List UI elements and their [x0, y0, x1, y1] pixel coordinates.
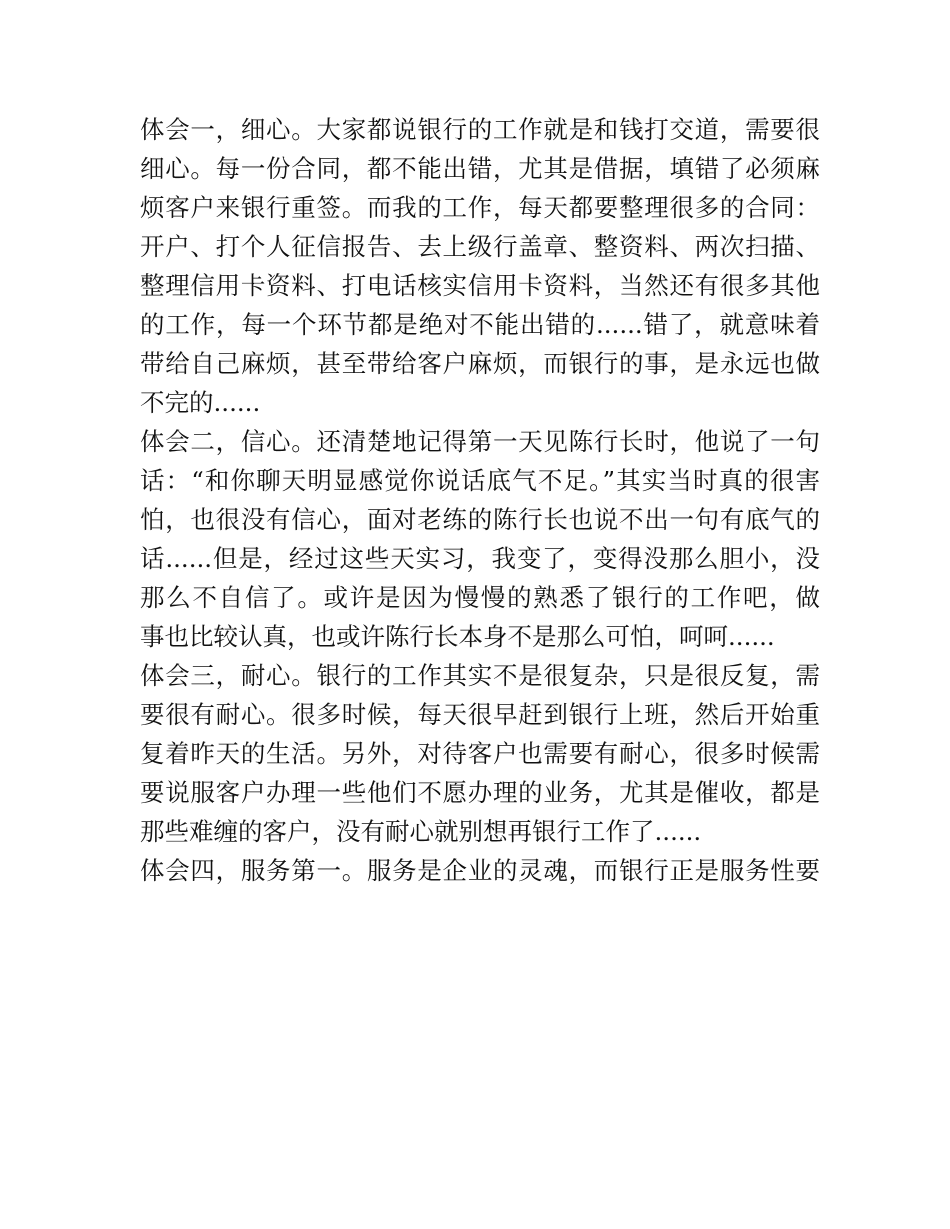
- text-line: 带给自己麻烦，甚至带给客户麻烦，而银行的事，是永远也做: [140, 349, 820, 378]
- text-line: 话：“和你聊天明显感觉你说话底气不足。”其实当时真的很害: [140, 466, 820, 495]
- text-line: 开户、打个人征信报告、去上级行盖章、整资料、两次扫描、: [140, 232, 820, 261]
- text-line: 要说服客户办理一些他们不愿办理的业务，尤其是催收，都是: [140, 778, 820, 807]
- paragraph-confidence: [140, 422, 820, 656]
- text-line: 那么不自信了。或许是因为慢慢的熟悉了银行的工作吧，做: [140, 583, 820, 612]
- text-line: 体会四，服务第一。服务是企业的灵魂，而银行正是服务性要: [140, 856, 820, 885]
- paragraph-patience: [140, 656, 820, 851]
- text-line: 复着昨天的生活。另外，对待客户也需要有耐心，很多时候需: [140, 739, 820, 768]
- text-line: 话......但是，经过这些天实习，我变了，变得没那么胆小，没: [140, 544, 820, 573]
- text-line: 整理信用卡资料、打电话核实信用卡资料，当然还有很多其他: [140, 271, 820, 300]
- text-line: 那些难缠的客户，没有耐心就别想再银行工作了......: [140, 817, 702, 846]
- document-body: [140, 110, 820, 890]
- text-line: 烦客户来银行重签。而我的工作，每天都要整理很多的合同：: [140, 193, 820, 222]
- text-line: 要很有耐心。很多时候，每天很早赶到银行上班，然后开始重: [140, 700, 820, 729]
- text-line: 体会二，信心。还清楚地记得第一天见陈行长时，他说了一句: [140, 427, 820, 456]
- text-line: 不完的......: [140, 388, 261, 417]
- text-line: 体会三，耐心。银行的工作其实不是很复杂，只是很反复，需: [140, 661, 820, 690]
- text-line: 细心。每一份合同，都不能出错，尤其是借据，填错了必须麻: [140, 154, 820, 183]
- paragraph-service-first: [140, 851, 820, 890]
- paragraph-carefulness: [140, 110, 820, 422]
- text-line: 怕，也很没有信心，面对老练的陈行长也说不出一句有底气的: [140, 505, 820, 534]
- text-line: 的工作，每一个环节都是绝对不能出错的......错了，就意味着: [140, 310, 820, 339]
- text-line: 事也比较认真，也或许陈行长本身不是那么可怕，呵呵......: [140, 622, 775, 651]
- text-line: 体会一，细心。大家都说银行的工作就是和钱打交道，需要很: [140, 115, 820, 144]
